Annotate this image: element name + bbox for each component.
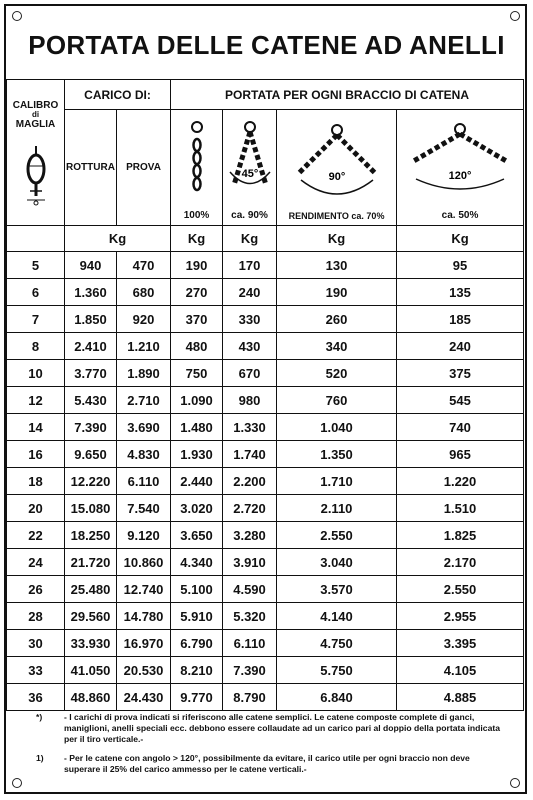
table-cell: 520 — [277, 360, 397, 387]
table-cell: 1.040 — [277, 414, 397, 441]
table-cell: 1.850 — [65, 306, 117, 333]
table-row — [7, 576, 524, 603]
table-cell: 3.020 — [171, 495, 223, 522]
table-cell: 18 — [7, 468, 65, 495]
table-cell: 95 — [397, 252, 524, 279]
portata-header: PORTATA PER OGNI BRACCIO DI CATENA — [171, 80, 524, 110]
table-cell: 340 — [277, 333, 397, 360]
table-cell: 980 — [223, 387, 277, 414]
table-cell: 5.750 — [277, 657, 397, 684]
table-cell: 3.280 — [223, 522, 277, 549]
table-cell: 1.825 — [397, 522, 524, 549]
table-cell: 6 — [7, 279, 65, 306]
table-cell: 18.250 — [65, 522, 117, 549]
table-cell: 240 — [223, 279, 277, 306]
vertical-chain-icon — [174, 117, 220, 207]
table-cell: 16 — [7, 441, 65, 468]
screw-icon — [12, 778, 22, 788]
table-cell: 545 — [397, 387, 524, 414]
table-cell: 26 — [7, 576, 65, 603]
table-cell: 4.590 — [223, 576, 277, 603]
table-cell: 12.740 — [117, 576, 171, 603]
table-cell: 3.650 — [171, 522, 223, 549]
table-cell: 4.885 — [397, 684, 524, 711]
footnote-text: - I carichi di prova indicati si riferiscono alle catene semplici. Le catene composte complete di ganci, maniglioni, anelli speciali ecc. debbono essere collaudate ad un carico pari al doppio della portata indicata per il tiro verticale.- — [64, 712, 501, 744]
table-cell: 370 — [171, 306, 223, 333]
footnote-mark: *) — [36, 712, 43, 722]
table-cell: 7 — [7, 306, 65, 333]
table-cell: 375 — [397, 360, 524, 387]
table-cell: 480 — [171, 333, 223, 360]
table-cell: 2.110 — [277, 495, 397, 522]
table-cell: 2.170 — [397, 549, 524, 576]
unit-70: Kg — [277, 226, 397, 252]
table-cell: 240 — [397, 333, 524, 360]
table-cell: 330 — [223, 306, 277, 333]
table-cell: 3.910 — [223, 549, 277, 576]
table-row — [7, 360, 524, 387]
table-row — [7, 630, 524, 657]
screw-icon — [510, 778, 520, 788]
table-row — [7, 684, 524, 711]
table-cell: 4.140 — [277, 603, 397, 630]
table-cell: 1.480 — [171, 414, 223, 441]
table-cell: 470 — [117, 252, 171, 279]
chain-90-cell — [277, 110, 397, 226]
vertical-chain-cell — [171, 110, 223, 226]
chain-link-icon — [19, 144, 53, 208]
table-cell: 33.930 — [65, 630, 117, 657]
footnotes — [36, 712, 506, 783]
unit-90: Kg — [223, 226, 277, 252]
table-cell: 1.350 — [277, 441, 397, 468]
pct-50: ca. 50% — [441, 210, 479, 221]
table-row — [7, 414, 524, 441]
table-row — [7, 495, 524, 522]
table-cell: 3.570 — [277, 576, 397, 603]
chain-90-icon — [279, 118, 395, 208]
table-cell: 25.480 — [65, 576, 117, 603]
table-row — [7, 306, 524, 333]
table-cell: 1.220 — [397, 468, 524, 495]
page-title: PORTATA DELLE CATENE AD ANELLI — [28, 30, 505, 60]
table-cell: 1.710 — [277, 468, 397, 495]
table-cell: 6.790 — [171, 630, 223, 657]
table-cell: 24 — [7, 549, 65, 576]
chain-45-cell — [223, 110, 277, 226]
table-cell: 12.220 — [65, 468, 117, 495]
unit-empty — [7, 226, 65, 252]
table-cell: 10.860 — [117, 549, 171, 576]
table-cell: 1.210 — [117, 333, 171, 360]
table-row — [7, 468, 524, 495]
table-cell: 7.540 — [117, 495, 171, 522]
chain-120-icon — [398, 117, 522, 207]
table-row — [7, 522, 524, 549]
table-row — [7, 387, 524, 414]
table-cell: 33 — [7, 657, 65, 684]
table-cell: 940 — [65, 252, 117, 279]
table-cell: 170 — [223, 252, 277, 279]
footnote-text: - Per le catene con angolo > 120°, possibilmente da evitare, il carico utile per ogni braccio non deve superare il 25% del carico ammesso per le catene verticali.- — [64, 753, 470, 774]
table-cell: 740 — [397, 414, 524, 441]
calibro-label: CALIBRO — [12, 100, 59, 111]
table-cell: 2.550 — [277, 522, 397, 549]
footnote — [36, 753, 506, 775]
table-cell: 3.040 — [277, 549, 397, 576]
table-cell: 270 — [171, 279, 223, 306]
table-cell: 3.690 — [117, 414, 171, 441]
table-row — [7, 279, 524, 306]
table-cell: 8.210 — [171, 657, 223, 684]
calibro-header — [7, 80, 65, 226]
angle-90-label: 90° — [328, 171, 345, 183]
table-cell: 41.050 — [65, 657, 117, 684]
table-cell: 260 — [277, 306, 397, 333]
table-cell: 2.200 — [223, 468, 277, 495]
table-cell: 430 — [223, 333, 277, 360]
table-cell: 1.360 — [65, 279, 117, 306]
table-cell: 1.330 — [223, 414, 277, 441]
table-cell: 5.100 — [171, 576, 223, 603]
table-cell: 3.395 — [397, 630, 524, 657]
table-cell: 14 — [7, 414, 65, 441]
unit-50: Kg — [397, 226, 524, 252]
table-cell: 5 — [7, 252, 65, 279]
table-cell: 6.840 — [277, 684, 397, 711]
angle-45-label: 45° — [241, 168, 258, 180]
table-row — [7, 549, 524, 576]
table-row — [7, 252, 524, 279]
table-cell: 7.390 — [223, 657, 277, 684]
table-cell: 2.410 — [65, 333, 117, 360]
table-cell: 4.105 — [397, 657, 524, 684]
table-cell: 28 — [7, 603, 65, 630]
unit-100: Kg — [171, 226, 223, 252]
pct-90: ca. 90% — [231, 210, 268, 221]
table-cell: 190 — [171, 252, 223, 279]
table-cell: 24.430 — [117, 684, 171, 711]
table-cell: 4.750 — [277, 630, 397, 657]
table-cell: 30 — [7, 630, 65, 657]
table-cell: 16.970 — [117, 630, 171, 657]
rottura-header: ROTTURA — [65, 110, 117, 226]
prova-header: PROVA — [117, 110, 171, 226]
table-cell: 21.720 — [65, 549, 117, 576]
table-cell: 3.770 — [65, 360, 117, 387]
table-cell: 190 — [277, 279, 397, 306]
table-cell: 2.710 — [117, 387, 171, 414]
table-cell: 22 — [7, 522, 65, 549]
table-cell: 20.530 — [117, 657, 171, 684]
table-cell: 680 — [117, 279, 171, 306]
table-cell: 130 — [277, 252, 397, 279]
table-cell: 760 — [277, 387, 397, 414]
table-cell: 36 — [7, 684, 65, 711]
pct-100: 100% — [183, 210, 210, 221]
table-cell: 135 — [397, 279, 524, 306]
table-cell: 6.110 — [223, 630, 277, 657]
table-cell: 965 — [397, 441, 524, 468]
table-cell: 920 — [117, 306, 171, 333]
table-cell: 6.110 — [117, 468, 171, 495]
chain-120-cell — [397, 110, 524, 226]
table-cell: 5.910 — [171, 603, 223, 630]
table-cell: 8.790 — [223, 684, 277, 711]
table-cell: 1.090 — [171, 387, 223, 414]
table-cell: 2.550 — [397, 576, 524, 603]
table-row — [7, 603, 524, 630]
carico-header: CARICO DI: — [65, 80, 171, 110]
table-cell: 29.560 — [65, 603, 117, 630]
table-cell: 185 — [397, 306, 524, 333]
chain-45-icon — [224, 117, 276, 207]
calibro-di-label: di — [31, 110, 40, 119]
table-cell: 9.770 — [171, 684, 223, 711]
footnote — [36, 712, 506, 745]
table-row — [7, 441, 524, 468]
screw-icon — [12, 11, 22, 21]
table-cell: 20 — [7, 495, 65, 522]
table-cell: 2.955 — [397, 603, 524, 630]
table-cell: 48.860 — [65, 684, 117, 711]
table-cell: 1.510 — [397, 495, 524, 522]
screw-icon — [510, 11, 520, 21]
footnote-mark: 1) — [36, 753, 44, 763]
table-cell: 4.830 — [117, 441, 171, 468]
table-row — [7, 657, 524, 684]
table-cell: 4.340 — [171, 549, 223, 576]
table-cell: 1.890 — [117, 360, 171, 387]
table-cell: 14.780 — [117, 603, 171, 630]
table-cell: 750 — [171, 360, 223, 387]
pct-70: RENDIMENTO ca. 70% — [288, 211, 385, 221]
table-cell: 12 — [7, 387, 65, 414]
table-cell: 9.650 — [65, 441, 117, 468]
table-cell: 15.080 — [65, 495, 117, 522]
table-cell: 2.720 — [223, 495, 277, 522]
table-cell: 670 — [223, 360, 277, 387]
table-cell: 5.430 — [65, 387, 117, 414]
table-cell: 5.320 — [223, 603, 277, 630]
angle-120-label: 120° — [448, 170, 472, 182]
table-cell: 1.740 — [223, 441, 277, 468]
table-cell: 1.930 — [171, 441, 223, 468]
table-row — [7, 333, 524, 360]
table-cell: 2.440 — [171, 468, 223, 495]
unit-carico: Kg — [65, 226, 171, 252]
table-cell: 8 — [7, 333, 65, 360]
table-cell: 9.120 — [117, 522, 171, 549]
calibro-maglia-label: MAGLIA — [15, 119, 56, 130]
table-cell: 7.390 — [65, 414, 117, 441]
chain-load-table — [6, 79, 524, 711]
table-cell: 10 — [7, 360, 65, 387]
